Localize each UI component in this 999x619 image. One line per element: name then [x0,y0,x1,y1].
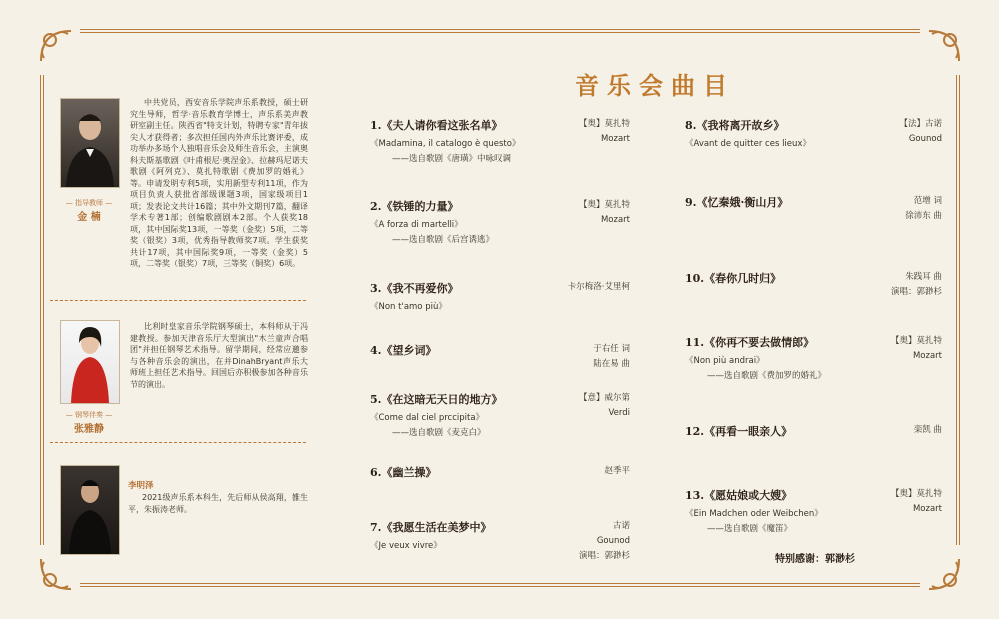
teacher-name: 张雅静 [74,424,104,435]
program-item [685,334,826,381]
frame-left-line [40,75,44,545]
song-credits [568,280,630,295]
program-item [370,280,458,312]
program-item [370,464,436,480]
corner-ornament-icon [924,554,964,594]
credit-line: Mozart [600,215,630,225]
credit-line: 赵季平 [604,466,630,476]
song-credits [593,342,630,372]
song-title: 13.《愿姑娘或大嫂》 [685,489,793,502]
song-title: 6.《幽兰操》 [370,466,437,479]
song-title: 9.《忆秦娥·衡山月》 [685,196,789,209]
program-item [685,117,811,149]
program-item [370,117,520,164]
credit-line: Mozart [600,134,630,144]
program-title: 音乐会曲目 [575,71,735,100]
song-title: 12.《再看一眼亲人》 [685,425,793,438]
frame-bottom-line [80,583,920,587]
credit-line: 【奥】莫扎特 [578,200,630,210]
corner-ornament-icon [36,554,76,594]
frame-top-line [80,29,920,33]
credit-line: 朱践耳 曲 [905,272,942,282]
corner-ornament-icon [36,26,76,66]
song-original-title: 《Je veux vivre》 [370,541,442,551]
program-item [685,423,792,439]
song-original-title: 《Madamina, il catalogo è questo》 [370,139,521,149]
credit-line: Verdi [608,408,630,418]
song-original-title: 《Non più andrai》 [685,356,765,366]
performer-name: 李明泽 [128,481,154,491]
song-original-title: 《Come dal ciel prccipita》 [370,413,485,423]
performer-photo-li-mingze [60,465,120,555]
frame-right-line [956,75,960,545]
song-credits [891,487,942,517]
credit-line: Mozart [912,351,942,361]
credit-line: 栾凯 曲 [913,425,942,435]
song-title: 11.《你再不要去做情郎》 [685,336,815,349]
teacher-caption [60,410,118,435]
credit-line: 【奥】莫扎特 [578,119,630,129]
song-credits [579,391,630,421]
program-item [685,194,788,210]
corner-ornament-icon [924,26,964,66]
song-title: 1.《夫人请你看这张名单》 [370,119,503,132]
song-title: 3.《我不再爱你》 [370,282,459,295]
song-credits [579,519,630,564]
song-title: 4.《望乡词》 [370,344,437,357]
credit-line: Gounod [596,536,630,546]
program-item [685,487,823,534]
song-original-title: 《A forza di martelli》 [370,220,463,230]
credit-line: 【意】威尔第 [578,393,630,403]
credit-line: 范增 词 [913,196,942,206]
program-item [370,519,491,551]
credit-line: 卡尔梅洛·艾里柯 [567,282,630,292]
song-source: ——选自歌剧《魔笛》 [707,524,793,534]
song-original-title: 《Ein Madchen oder Weibchen》 [685,509,823,519]
teacher-bio: 比利时皇家音乐学院钢琴硕士，本科师从于冯建教授。参加天津音乐厅大型演出"木兰童声合唱团"并担任钢琴艺术指导。留学期间，经常应邀参与各种音乐会的演出，在并DinahBryant声乐大师班上担任艺术指导。回国后亦积极参加各种音乐节的演出。 [130,322,308,389]
credit-line: 【奥】莫扎特 [890,489,942,499]
song-credits [905,194,942,224]
song-credits [914,423,942,438]
teacher-photo-zhang-yajing [60,320,120,404]
song-title: 2.《铁锤的力量》 [370,200,459,213]
credit-line: 陆在易 曲 [593,359,630,369]
song-credits [579,117,630,147]
teacher-photo-jin-nan [60,98,120,188]
section-divider [50,442,306,443]
song-credits [891,334,942,364]
song-source: ——选自歌剧《费加罗的婚礼》 [707,371,827,381]
song-source: ——选自歌剧《唐璜》中咏叹调 [392,154,512,164]
credit-line: 【法】古诺 [899,119,942,129]
song-original-title: 《Avant de quitter ces lieux》 [685,139,811,149]
song-credits [891,270,942,300]
performer-bio: 2021级声乐系本科生，先后师从侯高翔，雒生平，朱振涛老师。 [128,493,308,514]
credit-line: 古诺 [612,521,630,531]
credit-line: 【奥】莫扎特 [890,336,942,346]
teacher-caption [60,198,118,223]
teacher-role: — 指导教师 — [65,199,113,207]
teacher-bio: 中共党员，西安音乐学院声乐系教授，硕士研究生导师，哲学·音乐教育学博士，声乐系美声教研室副主任。陕西省"特支计划，特聘专家"青年拔尖人才获得者；多次担任国内外声乐比赛评委，成功举办多场个人独唱音乐会及师生音乐会，主演奥科夫斯基歌剧《叶甫根尼·奥涅金》、拉赫玛尼诺夫歌剧《阿列克》、莫扎特歌剧《费加罗的婚礼》等。申请发明专利5项，实用新型专利11项，作为项目负责人获批省部级课题3项，国家级项目1项；发表论文共计16篇；其中外文期刊7篇，翻译学术专著1部；创编歌剧剧本2部。个人获奖18项，其中国际奖13项，一等奖（金奖）5项，二等奖（银奖）3项，优秀指导教师奖7项。学生获奖共计17项，其中国际奖9项，一等奖（金奖）5项，二等奖（银奖）7项，三等奖（铜奖）6项。 [130,98,308,268]
credit-line: 演唱：郭渺杉 [578,551,630,561]
credit-line: 于右任 词 [593,344,630,354]
song-original-title: 《Non t'amo più》 [370,302,447,312]
teacher-role: — 钢琴伴奏 — [65,411,113,419]
song-title: 5.《在这暗无天日的地方》 [370,393,503,406]
song-credits [899,117,942,147]
section-divider [50,300,306,301]
song-credits [604,464,630,479]
special-thanks: 特别感谢：郭渺杉 [775,554,855,565]
teacher-name: 金 楠 [77,212,101,223]
credit-line: 演唱：郭渺杉 [890,287,942,297]
program-item [370,391,502,438]
song-title: 7.《我愿生活在美梦中》 [370,521,492,534]
song-title: 10.《春你几时归》 [685,272,782,285]
program-item [370,198,494,245]
song-title: 8.《我将离开故乡》 [685,119,785,132]
song-source: ——选自歌剧《麦克白》 [392,428,486,438]
program-item [685,270,781,286]
credit-line: Mozart [912,504,942,514]
credit-line: 徐沛东 曲 [905,211,942,221]
song-source: ——选自歌剧《后宫诱逃》 [392,235,495,245]
credit-line: Gounod [908,134,942,144]
program-item [370,342,436,358]
song-credits [579,198,630,228]
